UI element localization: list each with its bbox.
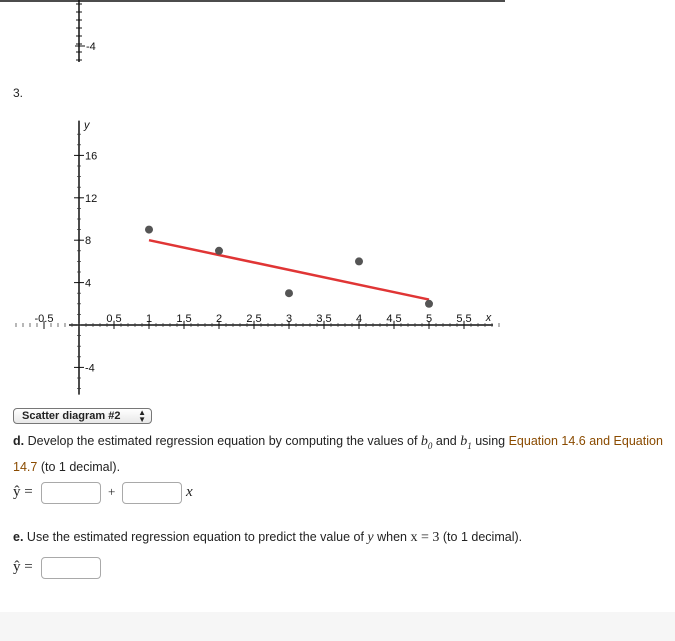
part-d-end: decimal). (69, 459, 121, 474)
part-e-to: (to (442, 530, 458, 544)
data-point (425, 300, 433, 308)
y-tick-label: 16 (85, 150, 98, 163)
part-e-decimals: 1 (460, 530, 468, 544)
b0-input[interactable] (41, 482, 101, 504)
part-d-yhat-label: ŷ = (13, 484, 33, 500)
x-equals-3: x = 3 (410, 530, 440, 545)
part-d-question (13, 431, 675, 478)
x-tick-label: 1.5 (176, 313, 192, 325)
y-tick-label: -4 (85, 362, 95, 375)
x-tick-label: 1 (145, 313, 153, 325)
x-tick-label: 4 (355, 313, 363, 325)
part-d-and: and (435, 434, 457, 448)
part-e-question (13, 527, 675, 548)
data-point (215, 247, 223, 255)
x-tick-label: -0.5 (34, 313, 54, 325)
b0-symbol: $b_0$ (420, 434, 433, 451)
data-point (355, 257, 363, 265)
part-d-to: (to (40, 459, 56, 474)
part-d-text: Develop the estimated regression equation by computing the values of (27, 434, 418, 448)
bottom-band (0, 612, 675, 641)
part-e-end: decimal). (471, 530, 523, 544)
part-e-text: Use the estimated regression equation to predict the value of (26, 530, 364, 544)
scatter-diagram-select[interactable] (13, 408, 152, 424)
data-point (145, 226, 153, 234)
equation-link[interactable]: Equation 14.6 and Equation 14.7 (13, 434, 663, 474)
x-tick-label: 5.5 (456, 313, 472, 325)
part-d-letter: d. (13, 434, 25, 448)
b1-symbol: $b_1$ (460, 434, 472, 451)
y-tick-label: 8 (85, 235, 92, 248)
part-d-using: using (475, 434, 506, 448)
part-e-when: when (377, 530, 408, 544)
x-tick-label: 5 (425, 313, 433, 325)
x-tick-label: 2.5 (246, 313, 262, 325)
x-tick-label: 3 (285, 313, 293, 325)
problem-number: 3. (13, 86, 24, 100)
part-e-letter: e. (13, 530, 24, 544)
y-axis-name: y (84, 119, 90, 132)
y-tick-label: 12 (85, 192, 98, 205)
prev-chart-tick-label: -4 (86, 41, 96, 53)
x-variable: x (186, 484, 193, 500)
y-symbol: y (367, 530, 374, 545)
b1-input[interactable] (122, 482, 182, 504)
select-arrows-icon: ▲ ▼ (138, 408, 146, 424)
prediction-input[interactable] (41, 557, 101, 579)
x-tick-label: 3.5 (316, 313, 332, 325)
plus-sign: + (108, 484, 116, 499)
data-point (285, 289, 293, 297)
select-label: Scatter diagram #2 (22, 410, 121, 422)
x-tick-label: 4.5 (386, 313, 402, 325)
x-tick-label: 0.5 (106, 313, 122, 325)
x-axis-name: x (485, 312, 492, 324)
part-e-yhat-label: ŷ = (13, 559, 33, 575)
x-tick-label: 2 (215, 313, 223, 325)
y-tick-label: 4 (85, 277, 92, 290)
part-d-decimals: 1 (58, 459, 66, 474)
